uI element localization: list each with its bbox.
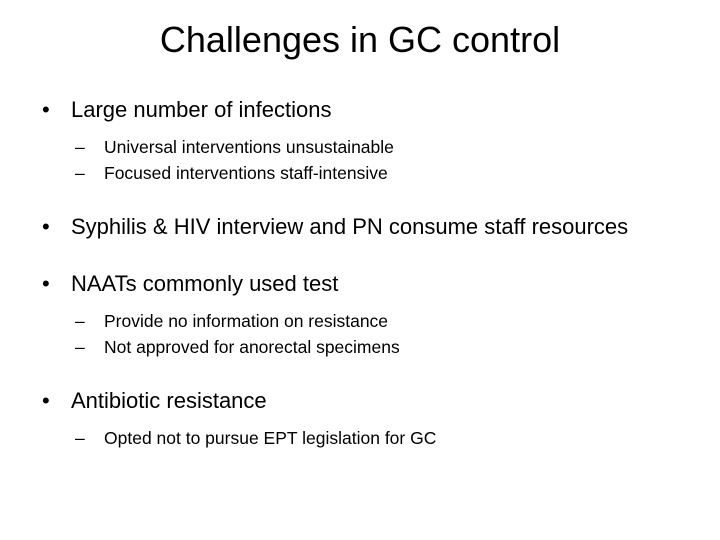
sub-bullet-item	[42, 134, 712, 160]
sub-bullet-text: Opted not to pursue EPT legislation for GC	[104, 428, 437, 448]
sub-bullet-list	[42, 308, 712, 360]
sub-bullet-item	[42, 425, 712, 451]
bullet-marker: •	[42, 214, 50, 239]
sub-bullet-text: Universal interventions unsustainable	[104, 137, 394, 157]
bullet-item	[42, 211, 712, 243]
sub-bullet-text: Not approved for anorectal specimens	[104, 337, 400, 357]
bullet-text: Syphilis & HIV interview and PN consume staff resources	[71, 214, 629, 239]
sub-bullet-list	[42, 134, 712, 186]
sub-bullet-marker: –	[75, 311, 85, 331]
bullet-item	[42, 268, 712, 300]
bullet-text: NAATs commonly used test	[71, 271, 339, 296]
sub-bullet-marker: –	[75, 163, 85, 183]
sub-bullet-item	[42, 308, 712, 334]
sub-bullet-marker: –	[75, 428, 85, 448]
sub-bullet-list	[42, 425, 712, 451]
bullet-marker: •	[42, 271, 50, 296]
sub-bullet-text: Provide no information on resistance	[104, 311, 389, 331]
bullet-list	[42, 94, 712, 451]
sub-bullet-marker: –	[75, 337, 85, 357]
bullet-marker: •	[42, 97, 50, 122]
bullet-item	[42, 94, 712, 126]
bullet-item	[42, 385, 712, 417]
sub-bullet-item	[42, 334, 712, 360]
sub-bullet-item	[42, 160, 712, 186]
bullet-marker: •	[42, 388, 50, 413]
sub-bullet-text: Focused interventions staff-intensive	[104, 163, 388, 183]
sub-bullet-marker: –	[75, 137, 85, 157]
bullet-text: Large number of infections	[71, 97, 332, 122]
slide-title: Challenges in GC control	[159, 19, 561, 60]
bullet-text: Antibiotic resistance	[71, 388, 267, 413]
